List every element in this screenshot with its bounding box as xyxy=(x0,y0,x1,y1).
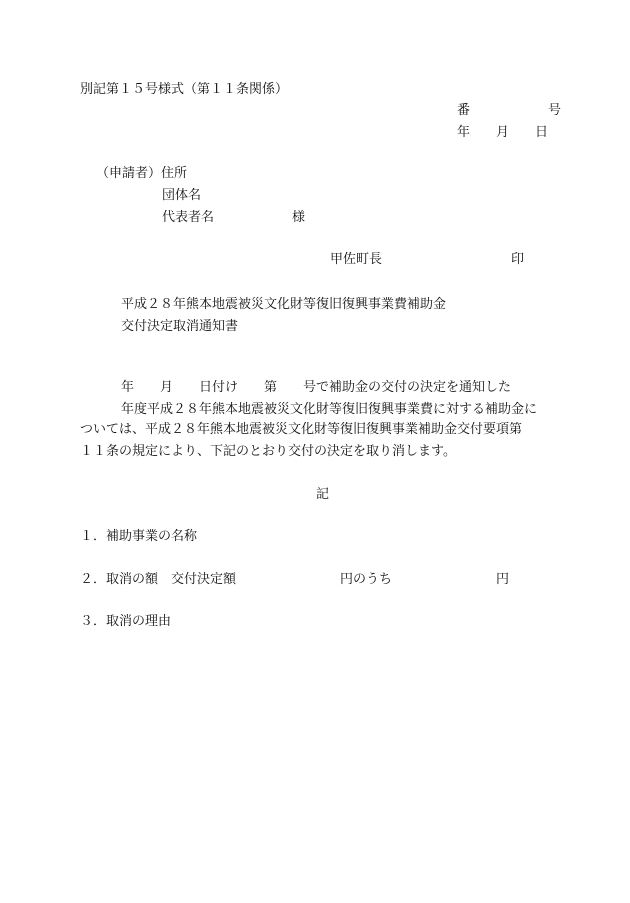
document-number: 番 号 xyxy=(457,103,562,118)
document-date: 年 月 日 xyxy=(457,125,549,140)
applicant-representative: 代表者名 様 xyxy=(162,210,306,225)
notice-ki: 記 xyxy=(316,487,330,502)
item-cancel-reason: ３．取消の理由 xyxy=(80,614,172,629)
issuer-name: 甲佐町長 xyxy=(330,252,383,267)
item-project-name: １．補助事業の名称 xyxy=(80,529,198,544)
issuer-seal: 印 xyxy=(511,252,525,267)
body-line-1: 年 月 日付け 第 号で補助金の交付の決定を通知した xyxy=(121,380,512,395)
body-line-2: 年度平成２８年熊本地震被災文化財等復旧復興事業費に対する補助金に xyxy=(121,402,538,417)
notice-title-line-1: 平成２８年熊本地震被災文化財等復旧復興事業費補助金 xyxy=(121,297,447,312)
body-line-4: １１条の規定により、下記のとおり交付の決定を取り消します。 xyxy=(80,444,456,459)
form-label: 別記第１５号様式（第１１条関係） xyxy=(80,82,289,97)
notice-title-line-2: 交付決定取消通知書 xyxy=(121,319,239,334)
item-cancel-amount: ２．取消の額 交付決定額 円のうち 円 xyxy=(80,572,510,587)
applicant-group-name: 団体名 xyxy=(162,188,202,203)
applicant-address: （申請者）住所 xyxy=(96,166,188,181)
body-line-3: ついては、平成２８年熊本地震被災文化財等復旧復興事業補助金交付要項第 xyxy=(80,422,523,437)
